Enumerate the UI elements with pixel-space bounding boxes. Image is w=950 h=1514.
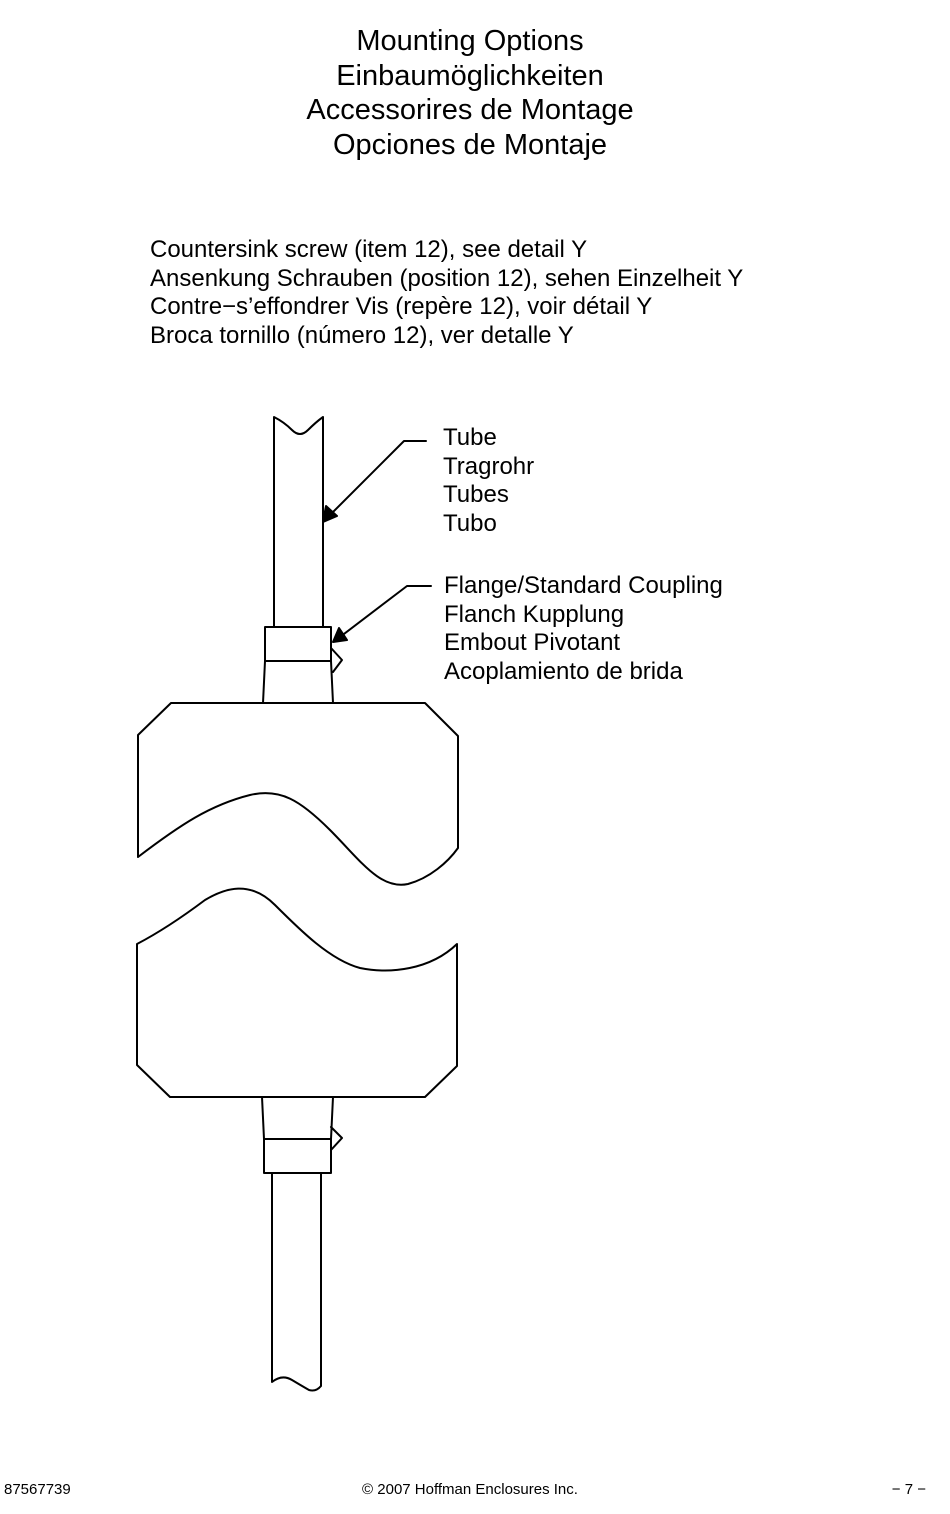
title-english: Mounting Options <box>356 25 584 57</box>
lower-tube <box>272 1173 321 1391</box>
title-german: Einbaumöglichkeiten <box>336 59 604 92</box>
tube-label-spanish: Tubo <box>443 509 497 537</box>
flange-callout <box>444 572 723 686</box>
upper-tube <box>274 417 323 627</box>
upper-coupling-screw <box>331 648 342 672</box>
tube-leader-arrowhead <box>323 506 337 522</box>
tube-label-french: Tubes <box>443 481 509 508</box>
title-french: Accessorires de Montage <box>306 94 634 126</box>
upper-coupling-collar <box>265 627 331 661</box>
tube-leader-line <box>330 441 426 515</box>
note-french: Contre−s’effondrer Vis (repère 12), voir détail Y <box>150 293 653 321</box>
upper-coupling-neck <box>263 661 333 703</box>
note-german: Ansenkung Schrauben (position 12), sehen Einzelheit Y <box>150 264 744 292</box>
lower-coupling-screw <box>331 1127 342 1150</box>
flange-label-german: Flanch Kupplung <box>444 600 625 628</box>
document-number: 87567739 <box>4 1481 71 1498</box>
lower-coupling-collar <box>264 1139 331 1173</box>
tube-callout <box>443 424 534 538</box>
title-spanish: Opciones de Montaje <box>332 128 608 161</box>
flange-leader-arrowhead <box>333 628 347 642</box>
enclosure-upper-section <box>138 703 458 885</box>
note-english: Countersink screw (item 12), see detail Y <box>150 236 588 263</box>
copyright-notice: © 2007 Hoffman Enclosures Inc. <box>362 1481 578 1498</box>
flange-label-english: Flange/Standard Coupling <box>444 572 723 599</box>
flange-label-french: Embout Pivotant <box>444 629 621 656</box>
page-number: − 7 − <box>891 1481 926 1498</box>
enclosure-lower-section <box>137 889 457 1097</box>
flange-leader-line <box>340 586 431 637</box>
flange-label-spanish: Acoplamiento de brida <box>444 657 683 685</box>
lower-coupling-neck <box>262 1097 333 1139</box>
tube-label-english: Tube <box>443 424 497 451</box>
note-spanish: Broca tornillo (número 12), ver detalle Y <box>150 321 574 349</box>
tube-label-german: Tragrohr <box>443 452 535 480</box>
